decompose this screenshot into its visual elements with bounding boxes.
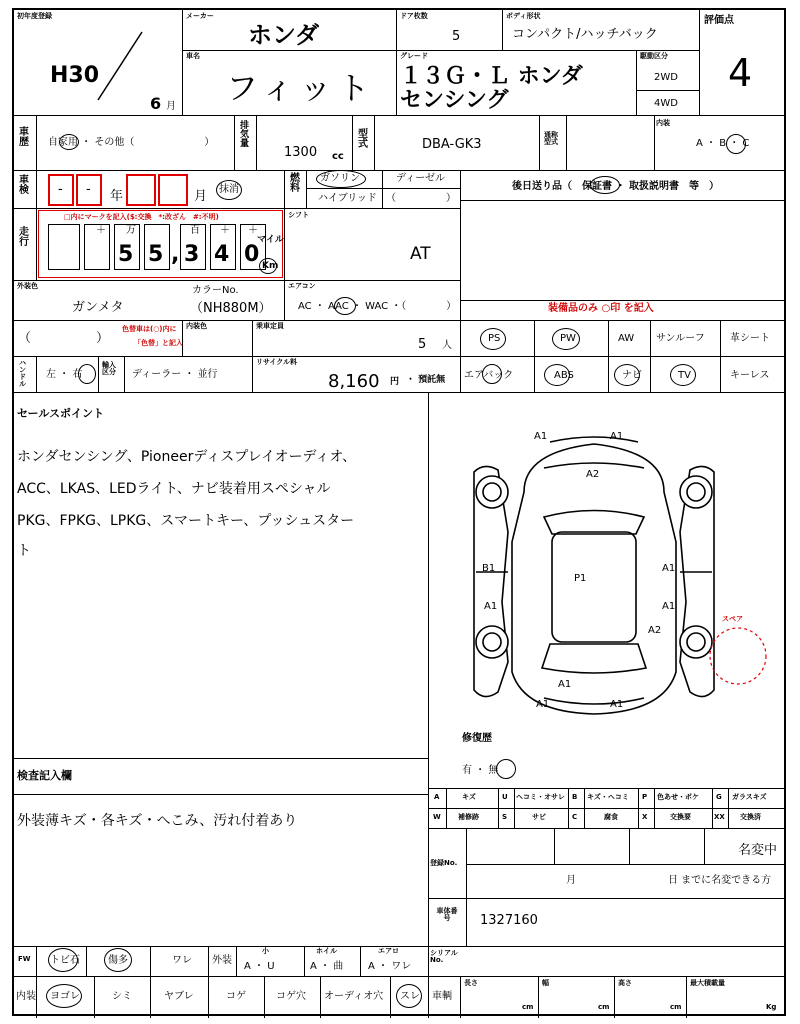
fw-item: トビ石 (50, 955, 80, 966)
inspection-notes-title: 検査記入欄 (17, 769, 72, 782)
divider (14, 320, 784, 321)
label-mileage: 走行 (19, 227, 29, 248)
unit-cm: cm (670, 1003, 682, 1011)
equipment-aw: AW (618, 333, 635, 344)
divider (36, 115, 37, 170)
divider (514, 788, 515, 828)
divider (568, 788, 569, 828)
mileage-mark-box (48, 224, 80, 270)
label-aero: エアロ (378, 947, 399, 955)
label-capacity: 乗車定員 (256, 322, 284, 330)
divider (36, 208, 37, 280)
equipment-ps: PS (488, 333, 501, 344)
displacement-value: 1300 (284, 145, 318, 160)
drive-2wd: 2WD (654, 72, 678, 83)
damage-mark: B1 (482, 563, 496, 574)
label-serial-no: シリアルNo. (430, 949, 458, 964)
divider (14, 170, 784, 171)
label-first-reg: 初年度登録 (17, 12, 52, 20)
selection-circle (496, 759, 516, 779)
divider (182, 50, 699, 51)
equipment-abs: ABS (554, 370, 574, 381)
aircon-options: AC ・ AAC ・ WAC ・（ ） (298, 301, 457, 312)
grade-line2: センシング (400, 88, 509, 113)
displacement-unit: cc (332, 151, 344, 162)
damage-mark: A1 (610, 699, 624, 710)
interior-item: コゲ穴 (276, 991, 306, 1002)
label-inspection: 車検 (19, 175, 29, 196)
damage-mark: A2 (648, 625, 662, 636)
divider (699, 10, 700, 115)
label-height: 高さ (618, 979, 632, 987)
divider (566, 115, 567, 170)
label-length: 長さ (464, 979, 478, 987)
legend-desc: 色あせ・ボケ (657, 793, 699, 801)
interior-item: シミ (112, 991, 132, 1002)
divider (502, 10, 503, 50)
selection-circle (334, 297, 356, 315)
inspection-year-unit: 年 (110, 189, 124, 204)
divider (124, 356, 125, 392)
equipment-keyless: キーレス (730, 370, 770, 381)
divider (390, 976, 391, 1018)
divider (538, 976, 539, 1018)
damage-mark: A1 (484, 601, 498, 612)
label-score: 評価点 (704, 15, 734, 26)
first-reg-year: H30 (50, 63, 100, 88)
label-interior: 内装 (16, 991, 36, 1002)
divider (182, 320, 183, 356)
drive-4wd: 4WD (654, 98, 678, 109)
divider (654, 115, 655, 170)
label-import: 輸入区分 (102, 361, 116, 376)
legend-desc: 腐食 (604, 813, 618, 821)
label-displacement: 排気量 (240, 121, 250, 149)
mileage-digit: 3 (184, 242, 200, 267)
selection-circle (46, 984, 82, 1008)
equipment-sunroof: サンルーフ (656, 333, 705, 344)
selection-circle (544, 364, 570, 386)
unit-cm: cm (598, 1003, 610, 1011)
damage-mark: A1 (558, 679, 572, 690)
label-chassis-no: 車体番号 (436, 907, 458, 922)
selection-circle (552, 328, 580, 350)
interior-grade-scale: A ・ B ・ C (696, 138, 750, 149)
registration-month: 月 (566, 875, 576, 886)
selection-circle (78, 364, 96, 384)
capacity-unit: 人 (442, 340, 452, 351)
first-reg-month: 6 (150, 94, 162, 113)
label-interior-grade: 内装 (656, 119, 670, 127)
legend-code: B (572, 793, 578, 801)
label-max-load: 最大積載量 (690, 979, 725, 987)
label-color-no: カラーNo. (192, 285, 239, 296)
legend-desc: サビ (532, 813, 546, 821)
label-body-type: ボディ形状 (506, 12, 541, 20)
capacity-value: 5 (418, 337, 427, 352)
body-type-value: コンパクト/ハッチバック (512, 27, 658, 42)
label-handle: ハンドル (19, 359, 26, 388)
divider (360, 946, 361, 976)
ext-color-value: ガンメタ (72, 300, 124, 315)
chassis-number: 1327160 (480, 913, 538, 928)
divider (208, 946, 209, 976)
inspection-box (126, 174, 156, 206)
fuel-hybrid: ハイブリッド (318, 193, 377, 204)
aero-options: A ・ ワレ (368, 961, 412, 972)
name-change-status: 名変中 (738, 843, 778, 858)
label-grade: グレード (400, 52, 428, 60)
recycle-unit: 円 (390, 377, 400, 387)
legend-code: G (716, 793, 722, 801)
damage-mark: A1 (610, 431, 624, 442)
legend-desc: キズ (462, 793, 476, 801)
mileage-digit: 5 (148, 242, 164, 267)
divider (374, 115, 375, 170)
recycle-deposit: ・ 預託無 (406, 375, 446, 385)
mileage-mile: マイル (257, 235, 284, 245)
mileage-digit: 5 (118, 242, 134, 267)
label-doors: ドア枚数 (400, 12, 428, 20)
divider (704, 828, 705, 864)
divider (306, 188, 460, 189)
fuel-diesel: ディーゼル (396, 173, 445, 184)
label-repair-history: 修復歴 (462, 733, 492, 744)
divider (428, 828, 784, 829)
inspection-notes-line: 外装薄キズ・各キズ・へこみ、汚れ付着あり (17, 813, 298, 829)
fuel-gasoline: ガソリン (320, 173, 360, 184)
divider (396, 10, 397, 115)
mileage-comma: , (171, 242, 180, 267)
inspection-dash: - (58, 182, 63, 197)
divider (498, 788, 499, 828)
divider (629, 828, 630, 864)
label-fuel: 燃料 (290, 173, 300, 194)
label-ext-color: 外装色 (17, 282, 38, 290)
mileage-plus: ＋ (96, 225, 106, 236)
registration-deadline: 日 までに名変できる方 (668, 875, 772, 886)
spare-label: スペア (722, 615, 743, 623)
legend-code: S (502, 813, 508, 821)
equipment-leather: 革シート (730, 333, 770, 344)
selection-circle (482, 364, 502, 384)
divider (428, 392, 429, 946)
divider (252, 320, 253, 356)
after-items: 後日送り品（ 保証書 ・ 取扱説明書 等 ） (512, 181, 719, 192)
slash-mark (94, 30, 144, 102)
divider (584, 788, 585, 828)
spare-tire-icon (704, 615, 774, 690)
divider (460, 976, 461, 1018)
mileage-plus: ＋ (220, 225, 230, 236)
divider (460, 200, 784, 201)
divider (236, 946, 237, 976)
damage-mark: A1 (662, 563, 676, 574)
divider (256, 115, 257, 170)
maker-value: ホンダ (248, 21, 320, 49)
divider (428, 808, 784, 809)
label-shift: シフト (288, 211, 309, 219)
label-small: 小 (262, 947, 269, 955)
interior-item: ヨゴレ (50, 991, 80, 1002)
damage-mark: P1 (574, 573, 587, 584)
divider (466, 864, 784, 865)
mileage-note: □内にマークを記入($:交換 *:改ざん #:不明) (64, 213, 219, 221)
divider (728, 788, 729, 828)
divider (428, 788, 784, 789)
inspection-month-unit: 月 (194, 189, 208, 204)
divider (284, 208, 285, 280)
divider (150, 946, 151, 976)
divider (554, 828, 555, 864)
mileage-digit: 0 (244, 242, 260, 267)
selection-circle (216, 180, 242, 200)
interior-item: ヤブレ (164, 991, 194, 1002)
score-value: 4 (728, 51, 753, 95)
label-dimensions: 車輌 (432, 991, 452, 1002)
divider (182, 10, 183, 115)
legend-code: C (572, 813, 578, 821)
selection-circle (104, 948, 132, 972)
sales-points-line: ACC、LKAS、LEDライト、ナビ装着用スペシャル (17, 481, 331, 497)
doors-value: 5 (452, 29, 461, 44)
divider (14, 392, 784, 393)
divider (36, 356, 37, 392)
interior-item: オーディオ穴 (324, 991, 384, 1002)
divider (428, 946, 429, 1018)
mileage-plus: ＋ (248, 225, 258, 236)
shift-value: AT (410, 244, 431, 264)
selection-circle (726, 134, 746, 154)
label-car-name: 車名 (186, 52, 200, 60)
sales-points-line: ト (17, 543, 31, 559)
selection-circle (480, 328, 506, 350)
history-value: 自家用 ・ その他（ ） (48, 137, 215, 148)
divider (86, 946, 87, 976)
legend-code: P (642, 793, 648, 801)
label-model: 型式 (358, 129, 368, 150)
sales-points-line: PKG、FPKG、LPKG、スマートキー、プッシュスター (17, 513, 355, 529)
legend-code: A (434, 793, 440, 801)
selection-circle (590, 176, 620, 194)
divider (14, 758, 428, 759)
divider (539, 115, 540, 170)
divider (638, 788, 639, 828)
legend-desc: 補修跡 (458, 813, 479, 821)
divider (686, 976, 687, 1018)
label-exterior: 外装 (212, 955, 232, 966)
label-history: 車歴 (19, 127, 29, 148)
legend-desc: ガラスキズ (732, 793, 767, 801)
selection-circle (59, 134, 79, 150)
divider (284, 170, 285, 208)
equipment-title: 装備品のみ ○印 を記入 (548, 303, 654, 314)
label-maker: メーカー (186, 12, 214, 20)
divider (14, 946, 784, 947)
label-wheel: ホイル (316, 947, 337, 955)
model-value: DBA-GK3 (422, 137, 482, 152)
selection-circle (670, 364, 696, 386)
handle-options: 左 ・ 右 (46, 369, 83, 380)
divider (712, 788, 713, 828)
recycle-value: 8,160 (328, 371, 380, 392)
mileage-hundred: 百 (190, 225, 200, 236)
divider (466, 828, 467, 946)
label-width: 幅 (542, 979, 549, 987)
legend-desc: キズ・ヘコミ (587, 793, 629, 801)
inspection-status: 抹消 (219, 184, 239, 195)
mileage-digit: 4 (214, 242, 230, 267)
legend-code: X (642, 813, 648, 821)
divider (460, 300, 784, 301)
car-name-value: フィット (226, 69, 376, 107)
small-options: A ・ U (244, 961, 275, 972)
selection-circle (614, 364, 640, 386)
divider (320, 976, 321, 1018)
legend-code: W (433, 813, 441, 821)
car-damage-diagram (454, 422, 744, 722)
interior-item: コゲ (226, 991, 246, 1002)
selection-circle (396, 984, 422, 1008)
fw-item: ワレ (172, 955, 192, 966)
unit-kg: Kg (766, 1003, 777, 1011)
auction-sheet (12, 8, 786, 1016)
color-change-note1: 色替車は(○)内に (122, 325, 177, 333)
label-registration-no: 登録No. (430, 859, 458, 867)
legend-code: XX (714, 813, 725, 821)
divider (446, 788, 447, 828)
divider (14, 208, 460, 209)
divider (306, 170, 307, 208)
first-reg-month-unit: 月 (166, 101, 176, 112)
divider (304, 946, 305, 976)
divider (636, 90, 699, 91)
selection-circle (316, 170, 366, 188)
fw-item: 傷多 (108, 955, 128, 966)
label-common-model: 通称型式 (544, 131, 558, 146)
divider (14, 794, 428, 795)
mileage-km: Km (262, 261, 279, 271)
divider (94, 976, 95, 1018)
divider (252, 356, 253, 392)
inspection-dash: - (86, 182, 91, 197)
divider (382, 170, 383, 208)
repair-history-value: 有 ・ 無 (462, 765, 499, 776)
divider (460, 170, 461, 320)
sales-points-title: セールスポイント (17, 407, 105, 420)
divider (150, 976, 151, 1018)
color-change-paren: （ ） (18, 331, 110, 346)
wheel-options: A ・ 曲 (310, 961, 344, 972)
divider (14, 976, 784, 977)
legend-code: U (502, 793, 508, 801)
inspection-box (158, 174, 188, 206)
divider (36, 170, 37, 208)
equipment-navi: ナビ (622, 370, 642, 381)
divider (14, 356, 784, 357)
fuel-other: （ ） (386, 193, 456, 204)
divider (428, 898, 784, 899)
divider (208, 976, 209, 1018)
mileage-ten-thousand: 万 (126, 225, 136, 236)
divider (264, 976, 265, 1018)
divider (352, 115, 353, 170)
divider (654, 788, 655, 828)
label-aircon: エアコン (288, 282, 316, 290)
legend-desc: 交換要 (670, 813, 691, 821)
import-options: ディーラー ・ 並行 (132, 369, 218, 380)
divider (284, 280, 285, 320)
divider (36, 946, 37, 1018)
divider (98, 356, 99, 392)
divider (14, 115, 784, 116)
color-change-note2: 「色替」と記入 (134, 339, 183, 347)
damage-mark: A1 (662, 601, 676, 612)
selection-circle (48, 948, 78, 972)
damage-mark: A2 (586, 469, 600, 480)
damage-mark: A1 (536, 699, 550, 710)
legend-desc: ヘコミ・オサレ (516, 793, 565, 801)
divider (14, 280, 460, 281)
unit-cm: cm (522, 1003, 534, 1011)
sales-points-line: ホンダセンシング、Pioneerディスプレイオーディオ、 (17, 449, 357, 465)
divider (614, 976, 615, 1018)
label-drive: 駆動区分 (640, 52, 668, 60)
grade-line1: １３Ｇ・Ｌ ホンダ (400, 64, 583, 89)
label-int-color: 内装色 (186, 322, 207, 330)
damage-mark: A1 (534, 431, 548, 442)
equipment-tv: TV (678, 370, 691, 381)
color-no-value: （NH880M） (190, 301, 272, 316)
label-recycle: リサイクル料 (256, 358, 298, 366)
label-fw: FW (18, 955, 31, 963)
legend-desc: 交換済 (740, 813, 761, 821)
equipment-pw: PW (560, 333, 576, 344)
divider (234, 115, 235, 170)
interior-item: スレ (400, 991, 420, 1002)
selection-circle (259, 258, 277, 274)
equipment-airbag: エアバック (464, 370, 514, 381)
divider (636, 50, 637, 115)
